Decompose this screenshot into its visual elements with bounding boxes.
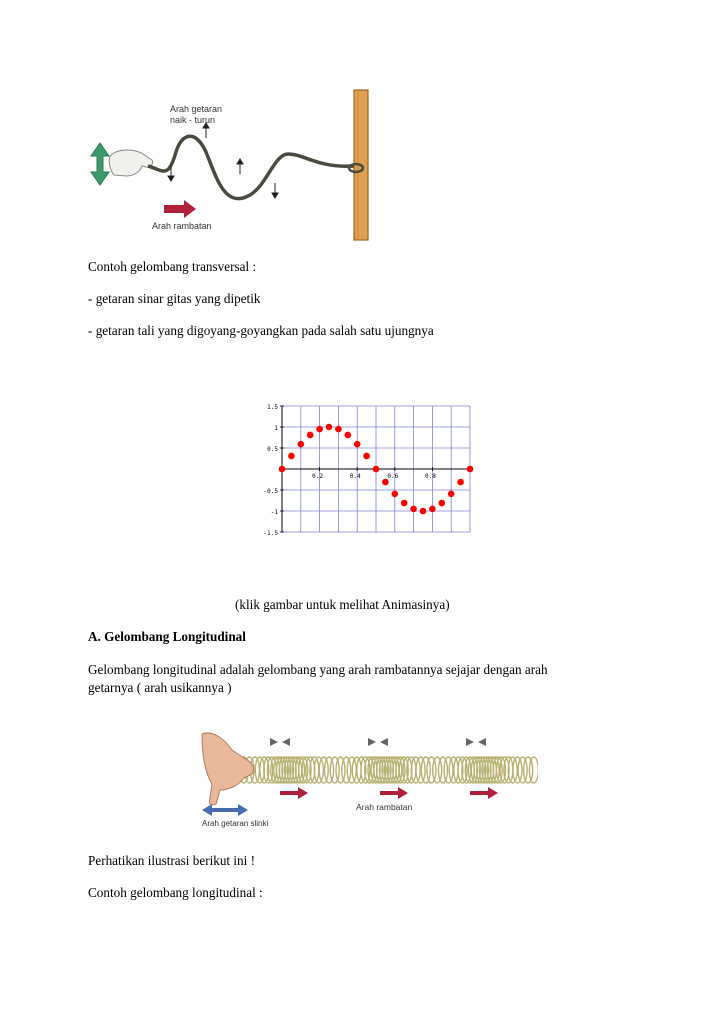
data-point <box>382 479 389 486</box>
vibration-label-line1: Arah getaran <box>170 104 223 114</box>
transverse-example-1: - getaran sinar gitas yang dipetik <box>88 291 261 306</box>
y-tick-label: 1.5 <box>267 404 278 411</box>
y-tick-label: -1 <box>270 509 278 516</box>
propagation-arrow-icons <box>280 787 498 799</box>
data-point <box>457 479 464 486</box>
longitudinal-examples-title: Contoh gelombang longitudinal : <box>88 885 263 900</box>
y-tick-label: -1.5 <box>263 530 278 537</box>
sine-wave-plot[interactable] <box>250 398 480 538</box>
vibration-double-arrow-icon <box>202 804 248 816</box>
data-point <box>448 490 455 497</box>
data-point <box>429 506 436 513</box>
hand-icon <box>109 150 152 176</box>
transverse-wave-figure <box>88 88 388 243</box>
slinky-vibration-label: Arah getaran slinki <box>202 819 269 828</box>
data-point <box>373 466 380 473</box>
data-point <box>288 453 295 460</box>
data-point <box>345 432 352 439</box>
transverse-example-2: - getaran tali yang digoyang-goyangkan pada salah satu ujungnya <box>88 323 434 338</box>
data-point <box>467 466 474 473</box>
data-point <box>279 466 286 473</box>
y-tick-label: 0.5 <box>267 446 278 453</box>
slinky-propagation-label: Arah rambatan <box>356 802 413 812</box>
vibration-double-arrow-icon <box>91 143 109 185</box>
rope <box>148 136 360 198</box>
slinky-coil <box>342 757 351 783</box>
data-point <box>316 426 323 433</box>
data-point <box>439 500 446 507</box>
hand-icon <box>202 733 254 805</box>
longitudinal-wave-figure <box>198 728 538 833</box>
slinky-coil <box>438 757 447 783</box>
animation-caption: (klik gambar untuk melihat Animasinya) <box>235 597 450 612</box>
x-tick-label: 0.8 <box>424 473 436 480</box>
slinky-coils <box>234 757 539 783</box>
y-tick-label: -0.5 <box>263 488 278 495</box>
transverse-wave-illustration <box>88 88 388 243</box>
longitudinal-definition-line2: getarnya ( arah usikannya ) <box>88 680 232 695</box>
propagation-direction-label: Arah rambatan <box>152 221 212 231</box>
y-tick-label: 1 <box>274 425 278 432</box>
slinky-coil <box>421 757 430 783</box>
data-point <box>307 432 314 439</box>
propagation-arrow-icon <box>164 200 196 218</box>
data-point <box>335 426 342 433</box>
data-point <box>326 424 333 431</box>
data-point <box>392 490 399 497</box>
vibration-direction-label <box>170 104 222 126</box>
slinky-illustration <box>198 728 538 833</box>
data-point <box>420 508 427 515</box>
x-tick-label: 0.6 <box>387 473 399 480</box>
data-point <box>363 453 370 460</box>
data-point <box>298 441 305 448</box>
data-point <box>401 500 408 507</box>
data-point <box>354 441 361 448</box>
compression-arrow-icons <box>270 738 486 746</box>
section-heading-longitudinal: A. Gelombang Longitudinal <box>88 629 246 644</box>
slinky-coil <box>529 757 538 783</box>
sine-wave-chart[interactable] <box>250 398 480 538</box>
x-tick-label: 0.4 <box>349 473 361 480</box>
longitudinal-definition-line1: Gelombang longitudinal adalah gelombang yang arah rambatannya sejajar dengan arah <box>88 662 548 677</box>
transverse-examples-title: Contoh gelombang transversal : <box>88 259 257 274</box>
data-point <box>410 506 417 513</box>
x-tick-label: 0.2 <box>312 473 324 480</box>
vibration-label-line2: naik - turun <box>170 115 216 125</box>
illustration-note: Perhatikan ilustrasi berikut ini ! <box>88 853 256 868</box>
